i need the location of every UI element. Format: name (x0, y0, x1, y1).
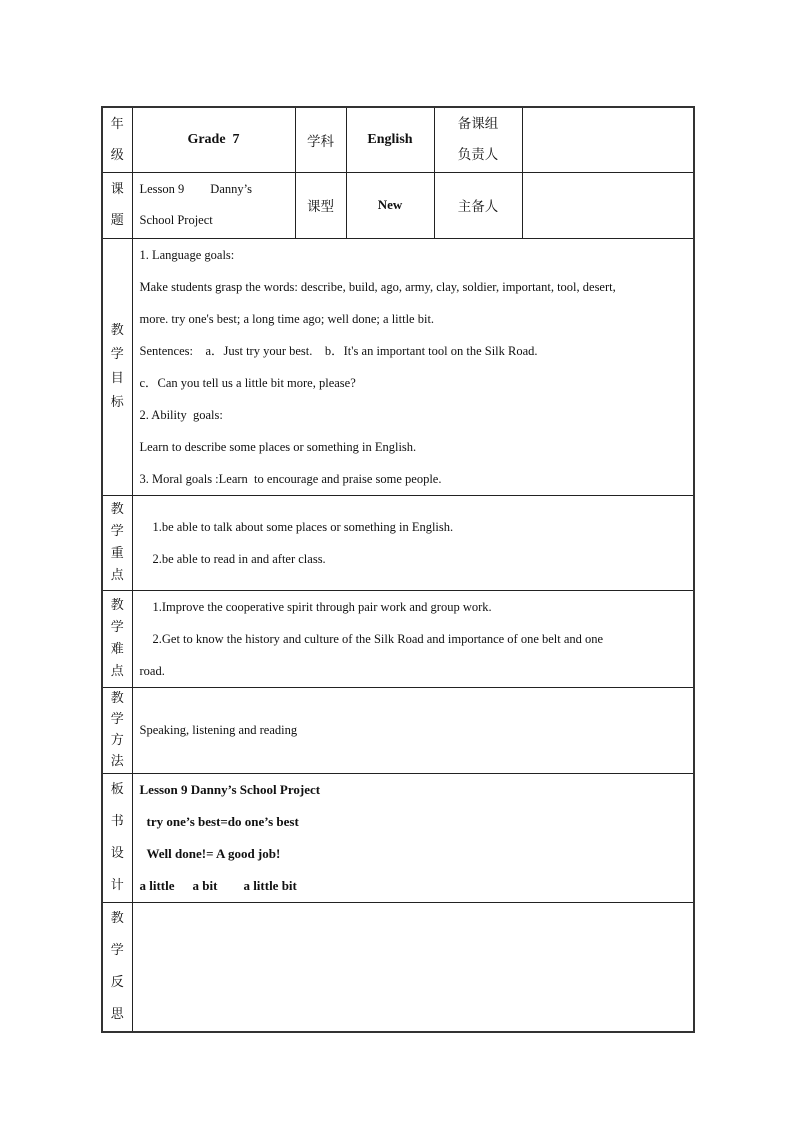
methods-content (132, 687, 694, 773)
objectives-label-char: 教 (110, 322, 124, 338)
topic-label-char: 题 (110, 213, 124, 228)
reflection-label-char: 反 (110, 974, 124, 990)
grade-label-char: 年 (110, 116, 124, 132)
objectives-label-char: 目 (110, 370, 124, 386)
methods-label (102, 687, 132, 773)
key-points-label-char: 点 (110, 567, 124, 583)
objectives-label (102, 238, 132, 495)
preparer-label: 主备人 (434, 172, 522, 238)
objectives-line: more. try one's best; a long time ago; well done; a little bit. (139, 311, 435, 326)
topic-label-char: 课 (110, 182, 124, 197)
header-row-topic (102, 172, 694, 238)
difficulties-content (132, 590, 694, 687)
key-points-row (102, 495, 694, 590)
group-leader-label-line: 备课组 (457, 115, 499, 132)
methods-text: Speaking, listening and reading (139, 723, 298, 737)
difficulties-label-char: 难 (110, 641, 124, 657)
key-points-content (132, 495, 694, 590)
board-design-label-char: 书 (110, 813, 124, 829)
board-design-label-char: 设 (110, 845, 124, 861)
topic-value-line: School Project (139, 213, 213, 227)
board-design-row (102, 773, 694, 902)
lesson-plan-table (101, 106, 695, 1033)
board-design-line: Lesson 9 Danny’s School Project (139, 781, 321, 797)
group-leader-value[interactable] (522, 107, 694, 172)
reflection-label-char: 学 (110, 942, 124, 958)
group-leader-label (434, 107, 522, 172)
key-points-label-char: 教 (110, 501, 124, 517)
subject-value: English (346, 107, 434, 172)
board-design-line: try one’s best=do one’s best (146, 813, 299, 829)
board-phrase: a bit (192, 877, 218, 893)
reflection-label-char: 思 (110, 1006, 124, 1022)
methods-row (102, 687, 694, 773)
reflection-label-char: 教 (110, 910, 124, 926)
subject-label: 学科 (295, 107, 346, 172)
topic-lesson-title-part: Danny’s (210, 182, 252, 196)
methods-label-char: 学 (110, 712, 124, 727)
difficulties-label-char: 点 (110, 663, 124, 679)
board-design-content (132, 773, 694, 902)
lesson-plan-page (101, 106, 693, 1028)
objectives-line: Learn to describe some places or something in English. (139, 439, 417, 454)
difficulties-row (102, 590, 694, 687)
objectives-line: 2. Ability goals: (139, 407, 223, 422)
difficulties-label-char: 教 (110, 597, 124, 613)
topic-value-line (140, 174, 289, 205)
objectives-content (132, 238, 694, 495)
preparer-value[interactable] (522, 172, 694, 238)
board-design-label-char: 板 (110, 781, 124, 797)
objectives-row (102, 238, 694, 495)
reflection-row (102, 902, 694, 1032)
methods-label-char: 教 (110, 691, 124, 706)
objectives-line: Sentences: a．Just try your best. b．It's an important tool on the Silk Road. (139, 343, 538, 358)
board-design-line: Well done!= A good job! (146, 845, 281, 861)
key-points-label-char: 重 (110, 545, 124, 561)
difficulties-label (102, 590, 132, 687)
board-phrase: a little (139, 877, 175, 893)
grade-value: Grade 7 (132, 107, 295, 172)
topic-value (132, 172, 295, 238)
difficulties-line: 1.Improve the cooperative spirit through pair work and group work. (152, 599, 492, 614)
type-label: 课型 (295, 172, 346, 238)
methods-label-char: 方 (110, 733, 124, 748)
objectives-label-char: 学 (110, 346, 124, 362)
key-points-line: 1.be able to talk about some places or something in English. (152, 519, 454, 534)
key-points-label (102, 495, 132, 590)
type-value: New (346, 172, 434, 238)
topic-lesson-number: Lesson 9 (139, 182, 185, 196)
objectives-line: 3. Moral goals :Learn to encourage and praise some people. (139, 471, 442, 486)
key-points-label-char: 学 (110, 523, 124, 539)
board-design-phrases (140, 870, 688, 902)
key-points-line: 2.be able to read in and after class. (152, 551, 326, 566)
difficulties-line: 2.Get to know the history and culture of the Silk Road and importance of one belt and one (152, 631, 604, 646)
objectives-line: c．Can you tell us a little bit more, please? (139, 375, 356, 390)
header-row-grade (102, 107, 694, 172)
board-phrase: a little bit (243, 877, 297, 893)
objectives-line: Make students grasp the words: describe, build, ago, army, clay, soldier, important, tool, desert, (139, 279, 616, 294)
grade-label (102, 107, 132, 172)
difficulties-line: road. (139, 663, 165, 678)
group-leader-label-line: 负责人 (457, 146, 499, 163)
objectives-label-char: 标 (110, 394, 124, 410)
reflection-label (102, 902, 132, 1032)
difficulties-label-char: 学 (110, 619, 124, 635)
topic-label (102, 172, 132, 238)
grade-label-char: 级 (110, 147, 124, 163)
reflection-content[interactable] (132, 902, 694, 1032)
board-design-label-char: 计 (110, 877, 124, 893)
board-design-label (102, 773, 132, 902)
methods-label-char: 法 (110, 754, 124, 769)
objectives-line: 1. Language goals: (139, 247, 235, 262)
